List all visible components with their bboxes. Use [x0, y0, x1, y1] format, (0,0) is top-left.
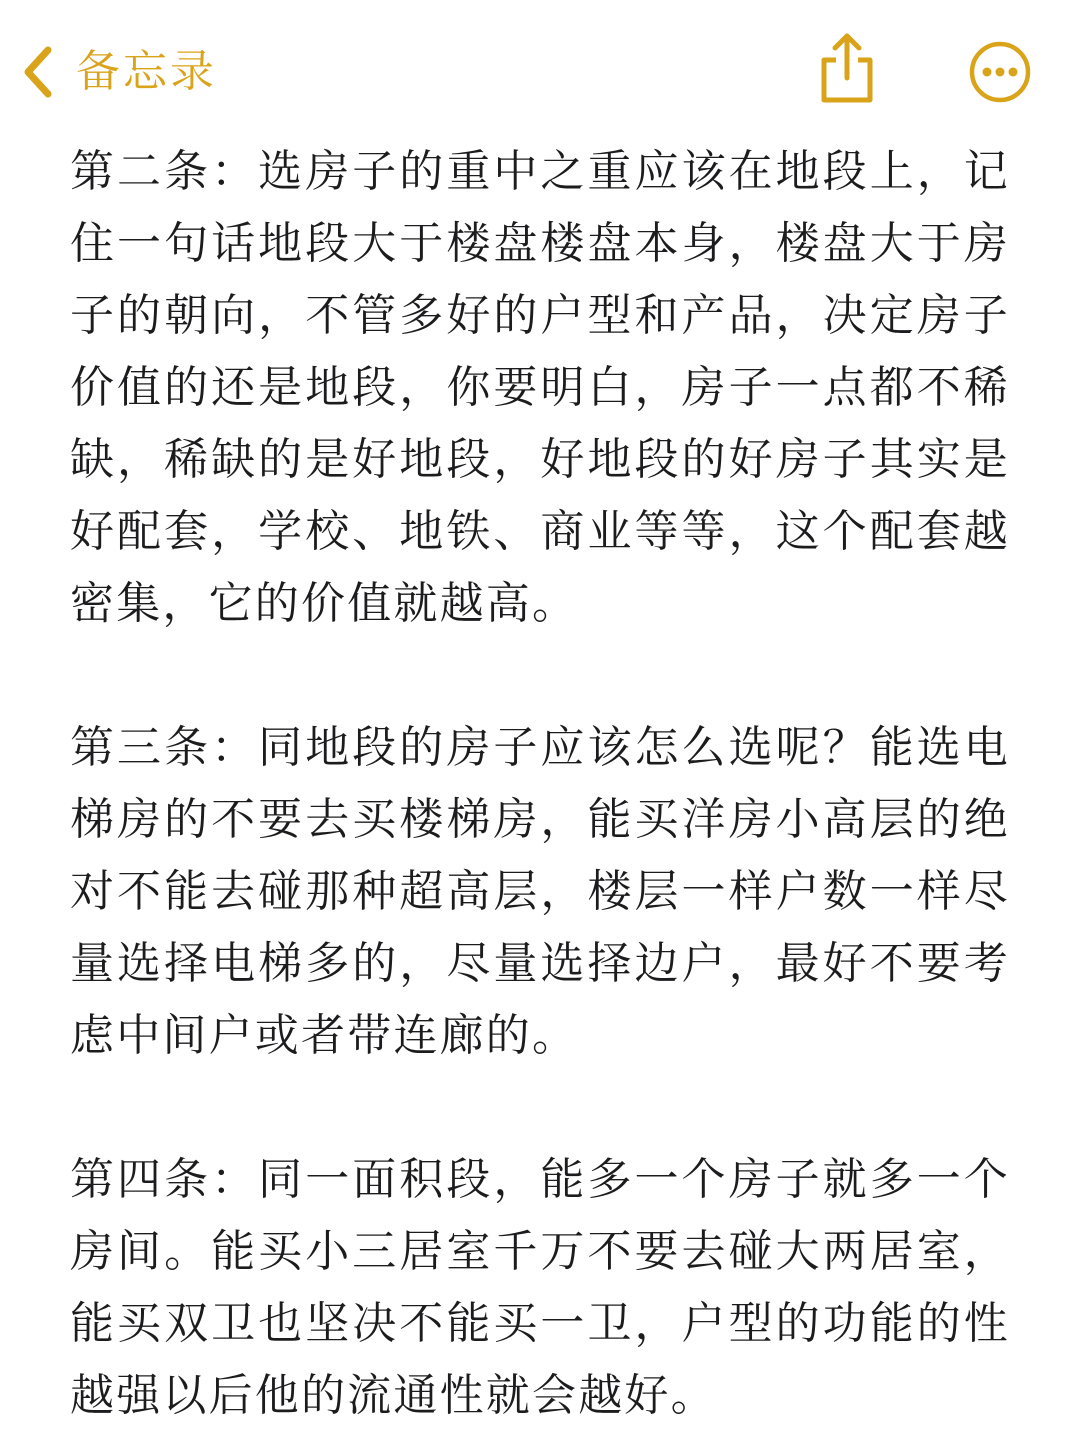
chevron-left-icon — [20, 44, 54, 100]
more-ellipsis-icon — [968, 89, 1032, 108]
share-button[interactable] — [816, 30, 878, 106]
note-body[interactable] — [70, 136, 1010, 1440]
back-button-label: 备忘录 — [76, 46, 217, 97]
note-paragraph: 第二条：选房子的重中之重应该在地段上，记住一句话地段大于楼盘楼盘本身，楼盘大于房子的朝向，不管多好的户型和产品，决定房子价值的还是地段，你要明白，房子一点都不稀缺，稀缺的是好地段，好地段的好房子其实是好配套，学校、地铁、商业等等，这个配套越密集，它的价值就越高。 — [70, 146, 1010, 629]
back-button[interactable] — [20, 36, 217, 108]
more-button[interactable] — [968, 40, 1032, 104]
note-paragraph: 第三条：同地段的房子应该怎么选呢？能选电梯房的不要去买楼梯房，能买洋房小高层的绝对不能去碰那种超高层，楼层一样户数一样尽量选择电梯多的，尽量选择边户，最好不要考虑中间户或者带连廊的。 — [70, 722, 1010, 1061]
share-icon — [816, 91, 878, 110]
note-paragraph: 第四条：同一面积段，能多一个房子就多一个房间。能买小三居室千万不要去碰大两居室，能买双卫也坚决不能买一卫，户型的功能的性越强以后他的流通性就会越好。 — [70, 1154, 1010, 1421]
